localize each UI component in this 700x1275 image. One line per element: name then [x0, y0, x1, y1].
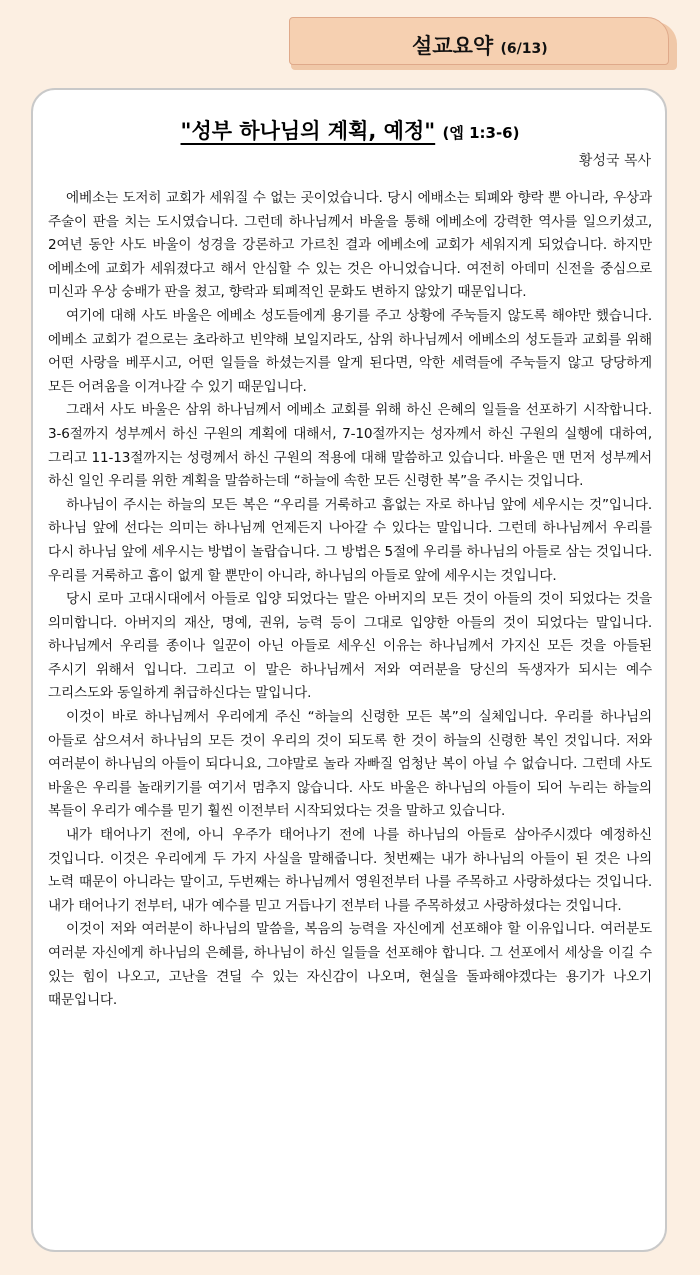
header-title — [412, 30, 548, 60]
scripture-reference: (엡 1:3-6) — [442, 124, 520, 142]
header-label: 설교요약 — [412, 34, 494, 58]
paragraph: 하나님이 주시는 하늘의 모든 복은 “우리를 거룩하고 흠없는 자로 하나님 앞에 세우시는 것”입니다. 하나님 앞에 선다는 의미는 하나님께 언제든지 나아갈 수 있다는 말입니다. 그런데 하나님께서 우리를 다시 하나님 앞에 세우시는 방법이 놀랍습니다. 그 방법은 5절에 우리를 하나님의 아들로 삼는 것입니다. 우리를 거룩하고 흠이 없게 할 뿐만이 아니라, 하나님의 아들로 앞에 세우시는 것입니다. — [48, 496, 652, 584]
paragraph: 이것이 저와 여러분이 하나님의 말씀을, 복음의 능력을 자신에게 선포해야 할 이유입니다. 여러분도 여러분 자신에게 하나님의 은혜를, 하나님이 하신 일들을 선포해야 합니다. 그 선포에서 세상을 이길 수 있는 힘이 나오고, 고난을 견딜 수 있는 자신감이 나오며, 현실을 돌파해야겠다는 용기가 나오기 때문입니다. — [48, 921, 652, 1009]
sermon-author: 황성국 목사 — [578, 153, 651, 169]
sermon-body — [48, 187, 652, 1013]
paragraph: 그래서 사도 바울은 삼위 하나님께서 에베소 교회를 위해 하신 은혜의 일들을 선포하기 시작합니다. 3-6절까지 성부께서 하신 구원의 계획에 대해서, 7-10절까지는 성자께서 하신 구원의 실행에 대하여, 그리고 11-13절까지는 성령께서 하신 구원의 적용에 대해 말씀하고 있습니다. 바울은 맨 먼저 성부께서 하신 일인 우리를 위한 계획을 말씀하는데 “하늘에 속한 모든 신령한 복”을 주시는 것입니다. — [48, 402, 652, 490]
paragraph: 이것이 바로 하나님께서 우리에게 주신 “하늘의 신령한 모든 복”의 실체입니다. 우리를 하나님의 아들로 삼으셔서 하나님의 모든 것이 우리의 것이 되도록 한 것이 하늘의 신령한 복인 것입니다. 저와 여러분이 하나님의 아들이 되다니요, 그야말로 놀라 자빠질 엄청난 복이 아닐 수 없습니다. 그런데 사도 바울은 우리를 놀래키기를 여기서 멈추지 않습니다. 사도 바울은 하나님의 아들이 되어 누리는 하늘의 복들이 우리가 예수를 믿기 훨씬 이전부터 시작되었다는 것을 말하고 있습니다. — [48, 709, 652, 820]
sermon-title-text: "성부 하나님의 계획, 예정" — [180, 119, 436, 143]
paragraph: 에베소는 도저히 교회가 세워질 수 없는 곳이었습니다. 당시 에배소는 퇴폐와 향락 뿐 아니라, 우상과 주술이 판을 치는 도시였습니다. 그런데 하나님께서 바울을 통해 에베소에 강력한 역사를 일으키셨고, 2여년 동안 사도 바울이 성경을 강론하고 가르친 결과 에베소에 교회가 세워지게 되었습니다. 하지만 에베소에 교회가 세워졌다고 해서 안심할 수 있는 것은 아니었습니다. 여전히 아데미 신전을 중심으로 미신과 우상 숭배가 판을 쳤고, 향락과 퇴폐적인 문화도 변하지 않았기 때문입니다. — [48, 190, 652, 301]
paragraph: 당시 로마 고대시대에서 아들로 입양 되었다는 말은 아버지의 모든 것이 아들의 것이 되었다는 것을 의미합니다. 아버지의 재산, 명예, 권위, 능력 등이 그대로 입양한 아들의 것이 되었다는 말입니다. 하나님께서 우리를 종이나 일꾼이 아닌 아들로 세우신 이유는 하나님께서 가지신 모든 것을 아들된 주시기 위해서 입니다. 그리고 이 말은 하나님께서 저와 여러분을 당신의 독생자가 되시는 예수 그리스도와 동일하게 취급하신다는 말입니다. — [48, 591, 652, 702]
sermon-title — [0, 115, 700, 145]
header-date: (6/13) — [500, 41, 548, 57]
paragraph: 내가 태어나기 전에, 아니 우주가 태어나기 전에 나를 하나님의 아들로 삼아주시겠다 예정하신 것입니다. 이것은 우리에게 두 가지 사실을 말해줍니다. 첫번째는 내가 하나님의 아들이 된 것은 나의 노력 때문이 아니라는 말이고, 두번째는 하나님께서 영원전부터 나를 주목하고 사랑하셨다는 것입니다. 내가 태어나기 전부터, 내가 예수를 믿고 거듭나기 전부터 나를 주목하셨고 사랑하셨다는 것입니다. — [48, 827, 652, 914]
paragraph: 여기에 대해 사도 바울은 에베소 성도들에게 용기를 주고 상황에 주눅들지 않도록 해야만 했습니다. 에베소 교회가 겉으로는 초라하고 빈약해 보일지라도, 삼위 하나님께서 에베소의 성도들과 교회를 위해 어떤 사랑을 베푸시고, 어떤 일들을 하셨는지를 알게 된다면, 악한 세력들에 주눅들지 않고 당당하게 모든 어려움을 이겨나갈 수 있기 때문입니다. — [48, 307, 652, 395]
